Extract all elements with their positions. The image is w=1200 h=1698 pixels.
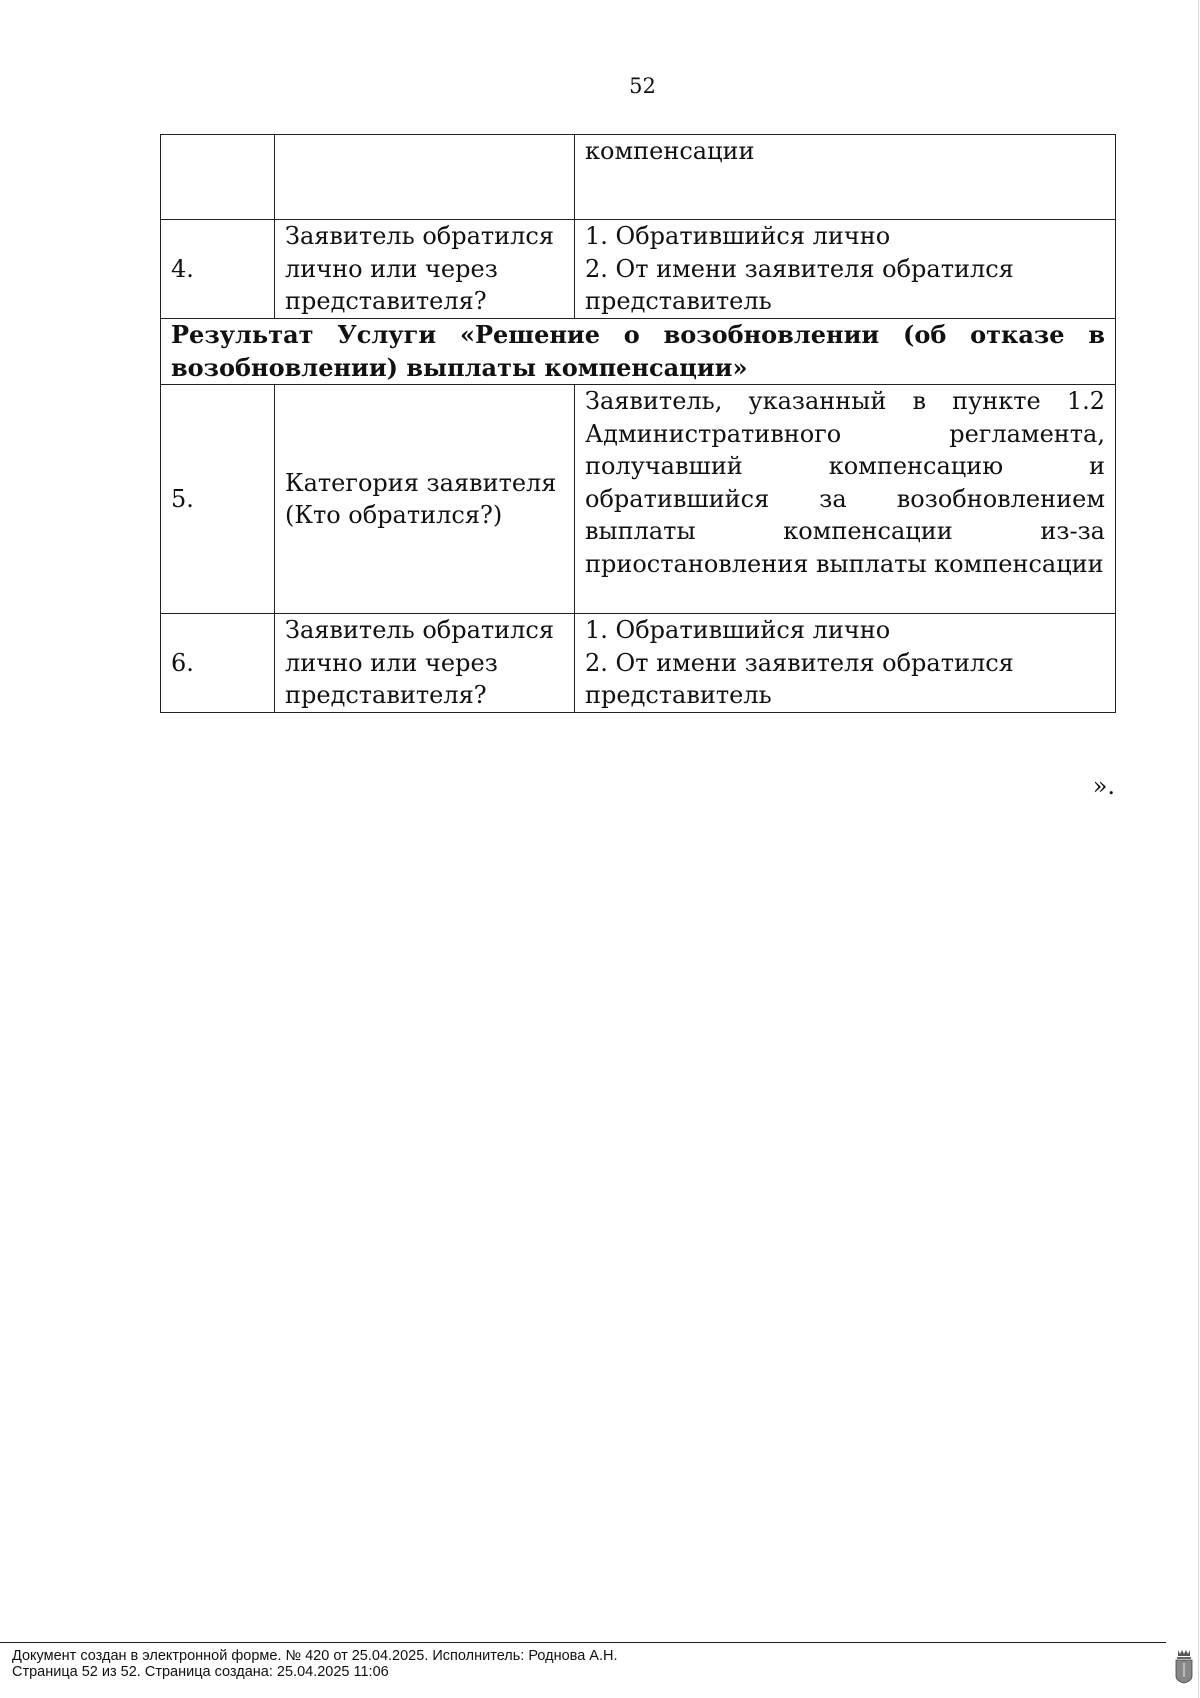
- table-row: [161, 220, 1116, 319]
- table-row: [161, 135, 1116, 220]
- table-row: [161, 614, 1116, 713]
- criteria-table: [160, 134, 1116, 713]
- table-row: [161, 385, 1116, 614]
- question-cell: [275, 135, 575, 220]
- page-number: 52: [629, 74, 656, 98]
- row-number-cell: 4.: [161, 220, 275, 319]
- question-cell: Заявитель обратился лично или через представителя?: [275, 220, 575, 319]
- answer-cell: Заявитель, указанный в пункте 1.2 Административного регламента, получавший компенсацию и обратившийся за возобновлением выплаты компенсации из-за приостановления выплаты компенсации: [575, 385, 1116, 614]
- footer-divider: [0, 1642, 1166, 1643]
- question-cell: Категория заявителя (Кто обратился?): [275, 385, 575, 614]
- row-number-cell: [161, 135, 275, 220]
- footer-page-info: Страница 52 из 52. Страница создана: 25.04.2025 11:06: [12, 1664, 389, 1680]
- answer-cell: 1. Обратившийся лично 2. От имени заявителя обратился представитель: [575, 220, 1116, 319]
- coat-of-arms-icon: [1173, 1648, 1195, 1684]
- row-number-cell: 5.: [161, 385, 275, 614]
- closing-quote: ».: [1092, 772, 1115, 800]
- section-heading: Результат Услуги «Решение о возобновлении (об отказе в возобновлении) выплаты компенсации»: [161, 319, 1116, 385]
- page-edge: [1198, 0, 1199, 1698]
- question-cell: Заявитель обратился лично или через представителя?: [275, 614, 575, 713]
- footer-document-info: Документ создан в электронной форме. № 420 от 25.04.2025. Исполнитель: Роднова А.Н.: [12, 1648, 618, 1664]
- footer: [12, 1648, 618, 1680]
- answer-cell: компенсации: [575, 135, 1116, 220]
- row-number-cell: 6.: [161, 614, 275, 713]
- answer-cell: 1. Обратившийся лично 2. От имени заявителя обратился представитель: [575, 614, 1116, 713]
- section-heading-row: [161, 319, 1116, 385]
